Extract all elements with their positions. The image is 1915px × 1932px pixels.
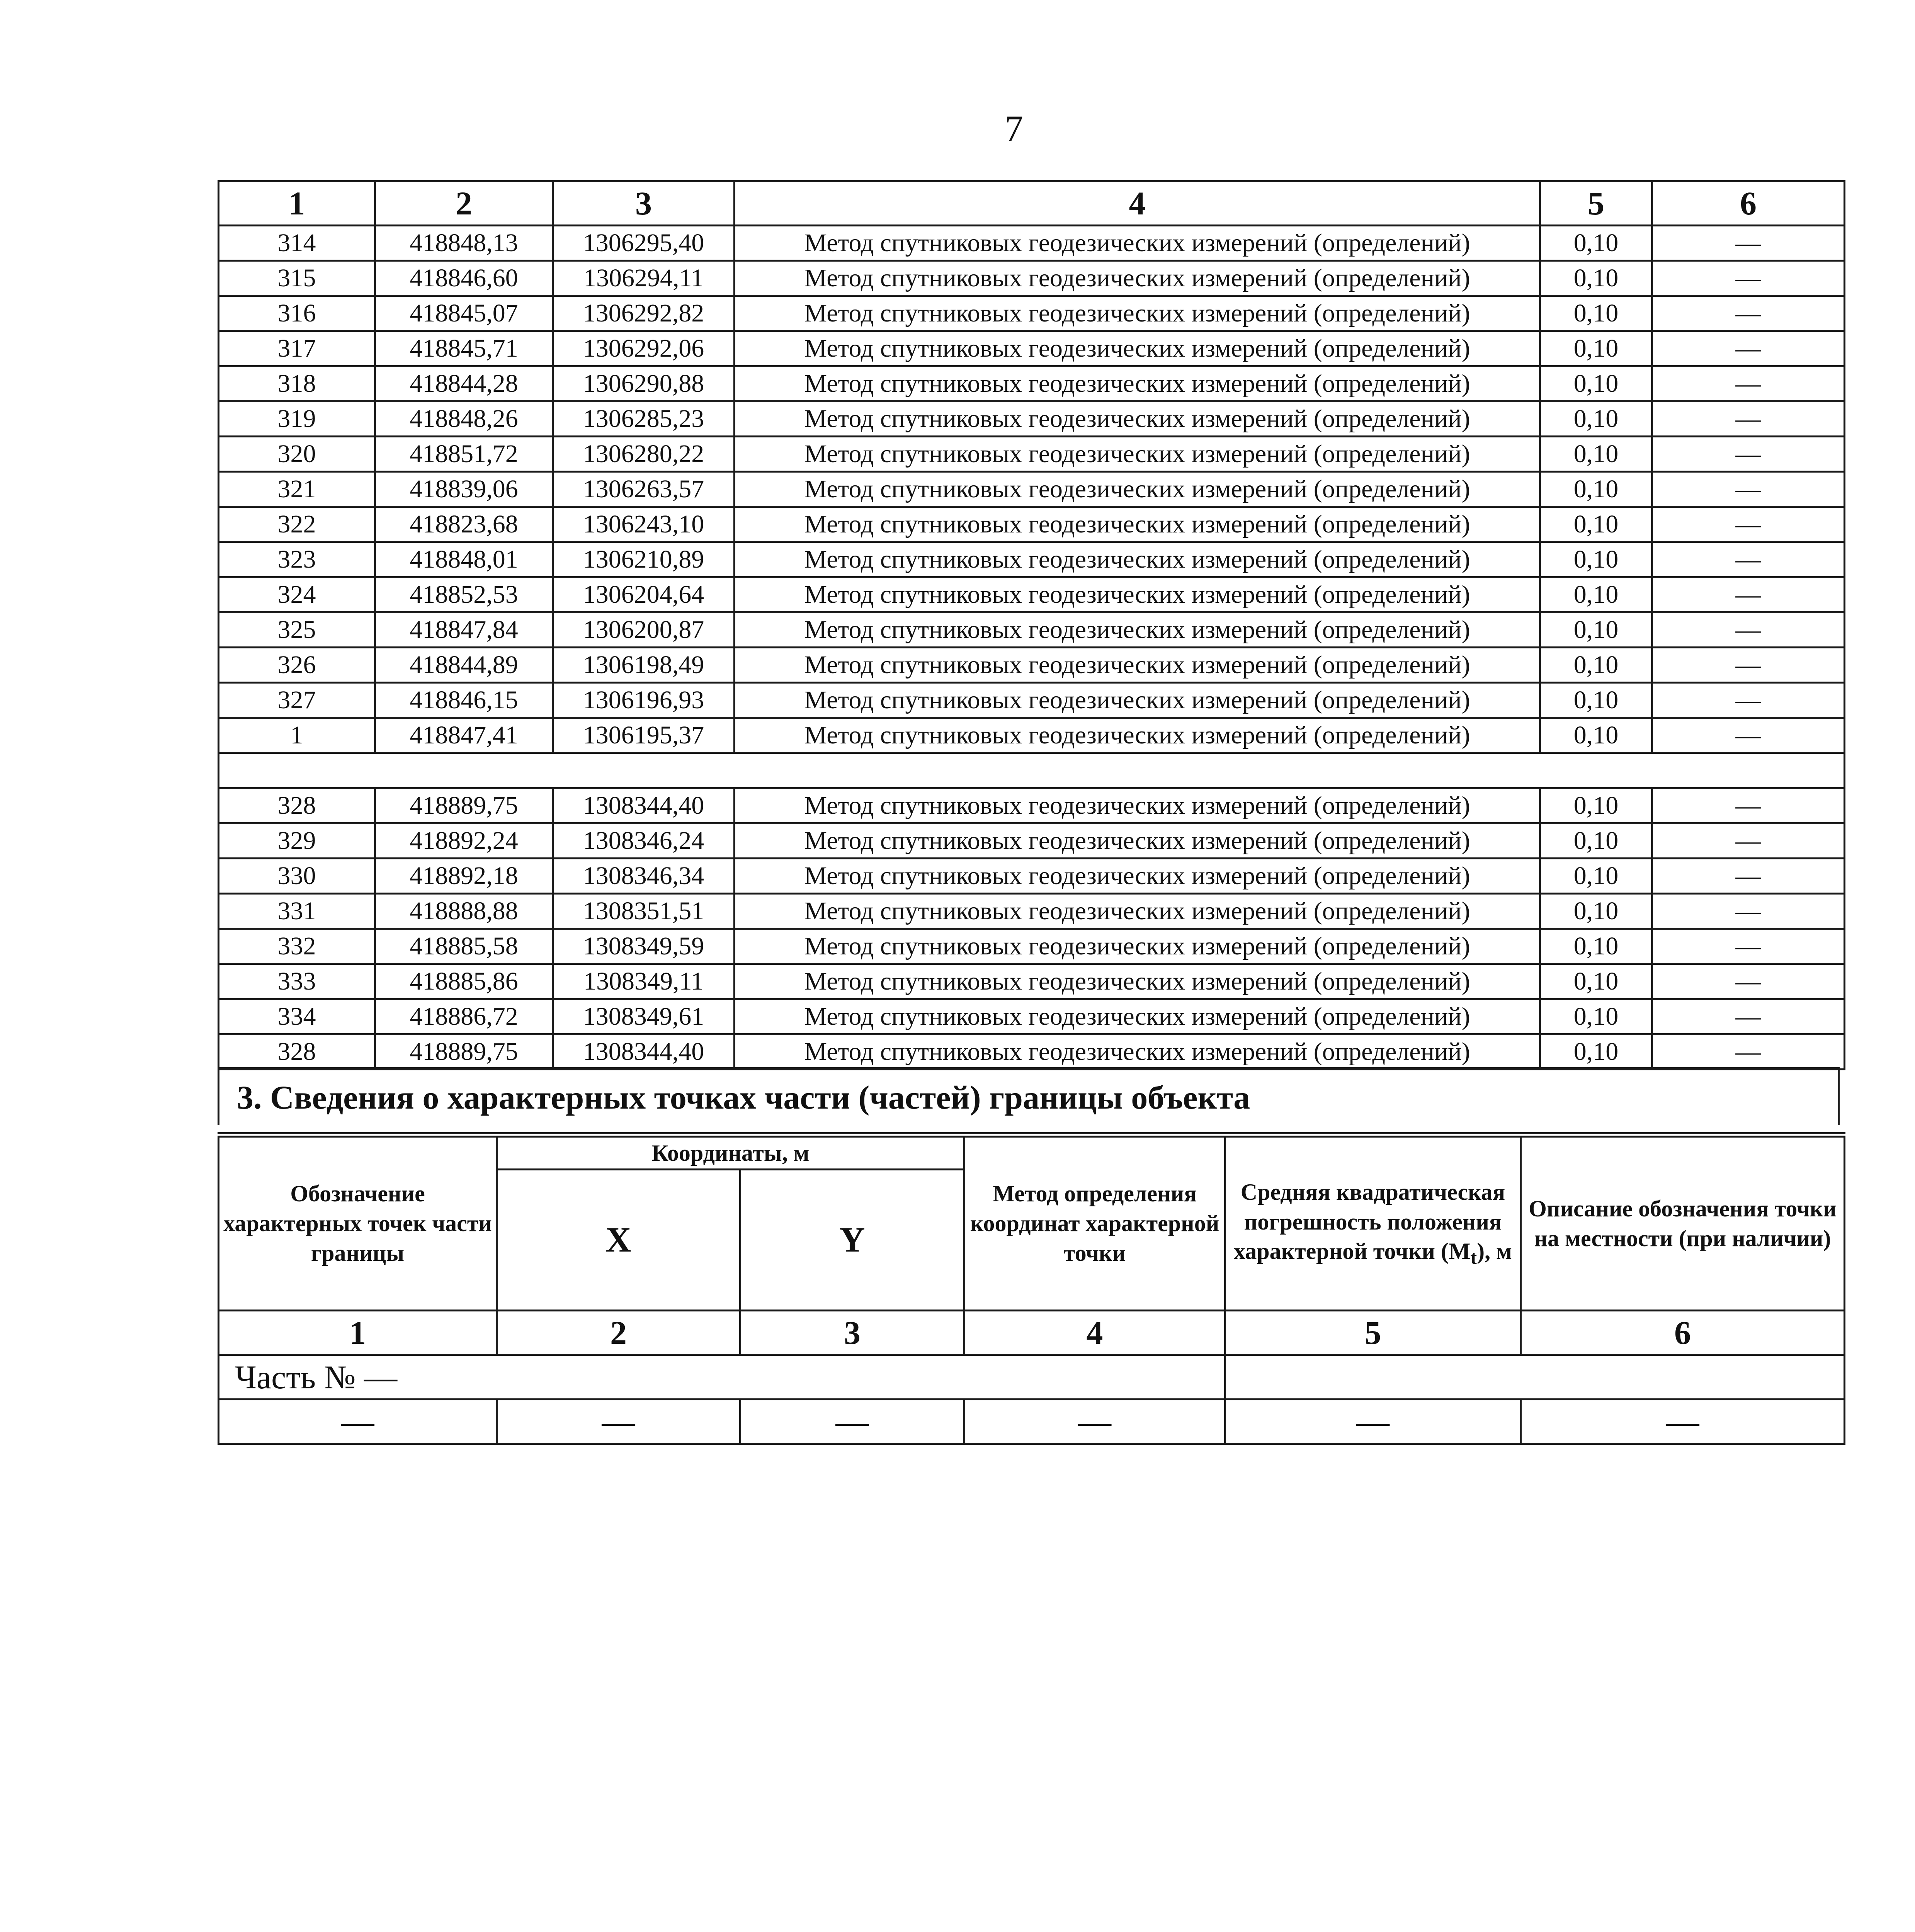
x-coordinate-cell: 418885,58 <box>375 929 553 964</box>
error-cell: 0,10 <box>1540 648 1652 683</box>
table-row <box>219 648 1845 683</box>
error-cell: 0,10 <box>1540 437 1652 472</box>
method-cell: Метод спутниковых геодезических измерений (определений) <box>735 577 1540 612</box>
method-cell: Метод спутниковых геодезических измерений (определений) <box>735 472 1540 507</box>
point-number-cell: 316 <box>219 296 375 331</box>
description-cell: — <box>1652 612 1845 648</box>
point-number-cell: 329 <box>219 823 375 859</box>
description-cell: — <box>1652 718 1845 753</box>
error-cell: 0,10 <box>1540 683 1652 718</box>
parts-header-row-1 <box>219 1135 1845 1170</box>
point-number-cell: 322 <box>219 507 375 542</box>
method-cell: Метод спутниковых геодезических измерений (определений) <box>735 437 1540 472</box>
x-coordinate-cell: 418844,28 <box>375 366 553 401</box>
y-coordinate-cell: 1308344,40 <box>553 788 735 823</box>
dash-cell-2: — <box>497 1400 740 1444</box>
point-number-cell: 327 <box>219 683 375 718</box>
col-header-6: 6 <box>1652 181 1845 226</box>
y-coordinate-cell: 1306295,40 <box>553 226 735 261</box>
point-number-cell: 320 <box>219 437 375 472</box>
method-cell: Метод спутниковых геодезических измерений (определений) <box>735 261 1540 296</box>
col-error-sub: t <box>1470 1247 1477 1269</box>
x-coordinate-cell: 418846,15 <box>375 683 553 718</box>
method-cell: Метод спутниковых геодезических измерений (определений) <box>735 999 1540 1034</box>
description-cell: — <box>1652 894 1845 929</box>
error-cell: 0,10 <box>1540 366 1652 401</box>
error-cell: 0,10 <box>1540 999 1652 1034</box>
x-coordinate-cell: 418847,41 <box>375 718 553 753</box>
table-row <box>219 718 1845 753</box>
y-coordinate-cell: 1306292,82 <box>553 296 735 331</box>
x-coordinate-cell: 418852,53 <box>375 577 553 612</box>
table-row <box>219 296 1845 331</box>
table-row <box>219 507 1845 542</box>
parts-num-6: 6 <box>1521 1311 1845 1355</box>
method-cell: Метод спутниковых геодезических измерений (определений) <box>735 542 1540 577</box>
table-row <box>219 226 1845 261</box>
x-coordinate-cell: 418851,72 <box>375 437 553 472</box>
point-number-cell: 325 <box>219 612 375 648</box>
method-cell: Метод спутниковых геодезических измерений (определений) <box>735 366 1540 401</box>
method-cell: Метод спутниковых геодезических измерений (определений) <box>735 331 1540 366</box>
coordinates-table <box>218 180 1845 1070</box>
error-cell: 0,10 <box>1540 929 1652 964</box>
x-coordinate-cell: 418848,01 <box>375 542 553 577</box>
section-3-title: 3. Сведения о характерных точках части (частей) границы объекта <box>237 1079 1250 1116</box>
x-coordinate-cell: 418889,75 <box>375 1034 553 1070</box>
x-coordinate-cell: 418844,89 <box>375 648 553 683</box>
method-cell: Метод спутниковых геодезических измерений (определений) <box>735 859 1540 894</box>
description-cell: — <box>1652 577 1845 612</box>
error-cell: 0,10 <box>1540 296 1652 331</box>
method-cell: Метод спутниковых геодезических измерений (определений) <box>735 964 1540 999</box>
point-number-cell: 321 <box>219 472 375 507</box>
description-cell: — <box>1652 542 1845 577</box>
table-row <box>219 823 1845 859</box>
error-cell: 0,10 <box>1540 1034 1652 1070</box>
error-cell: 0,10 <box>1540 226 1652 261</box>
method-cell: Метод спутниковых геодезических измерений (определений) <box>735 894 1540 929</box>
error-cell: 0,10 <box>1540 859 1652 894</box>
y-coordinate-cell: 1308346,24 <box>553 823 735 859</box>
parts-number-row <box>219 1311 1845 1355</box>
table-row <box>219 261 1845 296</box>
separator-cell <box>219 753 1845 788</box>
x-coordinate-cell: 418839,06 <box>375 472 553 507</box>
point-number-cell: 317 <box>219 331 375 366</box>
point-number-cell: 323 <box>219 542 375 577</box>
part-label-row <box>219 1355 1845 1400</box>
x-coordinate-cell: 418848,26 <box>375 401 553 437</box>
point-number-cell: 333 <box>219 964 375 999</box>
y-coordinate-cell: 1308349,11 <box>553 964 735 999</box>
y-coordinate-cell: 1306294,11 <box>553 261 735 296</box>
col-error-prefix: Средняя квадратическая погрешность положения характерной точки (M <box>1234 1179 1505 1264</box>
description-cell: — <box>1652 366 1845 401</box>
col-description: Описание обозначения точки на местности (при наличии) <box>1521 1135 1845 1311</box>
x-coordinate-cell: 418823,68 <box>375 507 553 542</box>
error-cell: 0,10 <box>1540 894 1652 929</box>
col-coordinates: Координаты, м <box>497 1135 964 1170</box>
x-coordinate-cell: 418892,24 <box>375 823 553 859</box>
point-number-cell: 318 <box>219 366 375 401</box>
method-cell: Метод спутниковых геодезических измерений (определений) <box>735 226 1540 261</box>
dash-cell-6: — <box>1521 1400 1845 1444</box>
table-row <box>219 894 1845 929</box>
method-cell: Метод спутниковых геодезических измерений (определений) <box>735 1034 1540 1070</box>
table-row <box>219 788 1845 823</box>
x-coordinate-cell: 418846,60 <box>375 261 553 296</box>
error-cell: 0,10 <box>1540 823 1652 859</box>
description-cell: — <box>1652 788 1845 823</box>
point-number-cell: 330 <box>219 859 375 894</box>
description-cell: — <box>1652 823 1845 859</box>
description-cell: — <box>1652 648 1845 683</box>
description-cell: — <box>1652 1034 1845 1070</box>
parts-num-5: 5 <box>1225 1311 1521 1355</box>
y-coordinate-cell: 1306204,64 <box>553 577 735 612</box>
dash-cell-5: — <box>1225 1400 1521 1444</box>
method-cell: Метод спутниковых геодезических измерений (определений) <box>735 718 1540 753</box>
col-method: Метод определения координат характерной точки <box>964 1135 1225 1311</box>
description-cell: — <box>1652 999 1845 1034</box>
dash-cell-4: — <box>964 1400 1225 1444</box>
description-cell: — <box>1652 261 1845 296</box>
col-header-5: 5 <box>1540 181 1652 226</box>
method-cell: Метод спутниковых геодезических измерений (определений) <box>735 823 1540 859</box>
table-row <box>219 437 1845 472</box>
point-number-cell: 1 <box>219 718 375 753</box>
error-cell: 0,10 <box>1540 612 1652 648</box>
y-coordinate-cell: 1308344,40 <box>553 1034 735 1070</box>
point-number-cell: 334 <box>219 999 375 1034</box>
error-cell: 0,10 <box>1540 718 1652 753</box>
x-coordinate-cell: 418885,86 <box>375 964 553 999</box>
error-cell: 0,10 <box>1540 788 1652 823</box>
y-coordinate-cell: 1306196,93 <box>553 683 735 718</box>
description-cell: — <box>1652 929 1845 964</box>
description-cell: — <box>1652 401 1845 437</box>
method-cell: Метод спутниковых геодезических измерений (определений) <box>735 401 1540 437</box>
col-y: Y <box>740 1170 964 1311</box>
section-3-title-box <box>218 1067 1840 1125</box>
col-header-1: 1 <box>219 181 375 226</box>
part-label: Часть № — <box>219 1355 1225 1400</box>
point-number-cell: 332 <box>219 929 375 964</box>
y-coordinate-cell: 1308351,51 <box>553 894 735 929</box>
part-label-empty <box>1225 1355 1845 1400</box>
error-cell: 0,10 <box>1540 472 1652 507</box>
parts-num-3: 3 <box>740 1311 964 1355</box>
x-coordinate-cell: 418889,75 <box>375 788 553 823</box>
y-coordinate-cell: 1306243,10 <box>553 507 735 542</box>
col-header-4: 4 <box>735 181 1540 226</box>
part-dash-row <box>219 1400 1845 1444</box>
point-number-cell: 326 <box>219 648 375 683</box>
table-header-row <box>219 181 1845 226</box>
table-row <box>219 401 1845 437</box>
parts-num-1: 1 <box>219 1311 497 1355</box>
y-coordinate-cell: 1306198,49 <box>553 648 735 683</box>
point-number-cell: 331 <box>219 894 375 929</box>
y-coordinate-cell: 1306292,06 <box>553 331 735 366</box>
x-coordinate-cell: 418845,71 <box>375 331 553 366</box>
x-coordinate-cell: 418892,18 <box>375 859 553 894</box>
y-coordinate-cell: 1306210,89 <box>553 542 735 577</box>
part-points-table <box>218 1132 1845 1445</box>
parts-num-4: 4 <box>964 1311 1225 1355</box>
table-row <box>219 964 1845 999</box>
x-coordinate-cell: 418847,84 <box>375 612 553 648</box>
y-coordinate-cell: 1308349,59 <box>553 929 735 964</box>
contour-1-rows <box>219 226 1845 753</box>
table-row <box>219 929 1845 964</box>
description-cell: — <box>1652 437 1845 472</box>
point-number-cell: 328 <box>219 788 375 823</box>
y-coordinate-cell: 1306200,87 <box>553 612 735 648</box>
description-cell: — <box>1652 331 1845 366</box>
col-designation: Обозначение характерных точек части границы <box>219 1135 497 1311</box>
method-cell: Метод спутниковых геодезических измерений (определений) <box>735 648 1540 683</box>
dash-cell-3: — <box>740 1400 964 1444</box>
method-cell: Метод спутниковых геодезических измерений (определений) <box>735 296 1540 331</box>
method-cell: Метод спутниковых геодезических измерений (определений) <box>735 683 1540 718</box>
x-coordinate-cell: 418848,13 <box>375 226 553 261</box>
point-number-cell: 314 <box>219 226 375 261</box>
method-cell: Метод спутниковых геодезических измерений (определений) <box>735 612 1540 648</box>
description-cell: — <box>1652 472 1845 507</box>
table-row <box>219 577 1845 612</box>
description-cell: — <box>1652 296 1845 331</box>
description-cell: — <box>1652 226 1845 261</box>
y-coordinate-cell: 1308346,34 <box>553 859 735 894</box>
y-coordinate-cell: 1306290,88 <box>553 366 735 401</box>
error-cell: 0,10 <box>1540 507 1652 542</box>
parts-num-2: 2 <box>497 1311 740 1355</box>
error-cell: 0,10 <box>1540 542 1652 577</box>
error-cell: 0,10 <box>1540 261 1652 296</box>
y-coordinate-cell: 1306280,22 <box>553 437 735 472</box>
col-x: X <box>497 1170 740 1311</box>
y-coordinate-cell: 1306285,23 <box>553 401 735 437</box>
x-coordinate-cell: 418886,72 <box>375 999 553 1034</box>
error-cell: 0,10 <box>1540 331 1652 366</box>
point-number-cell: 319 <box>219 401 375 437</box>
error-cell: 0,10 <box>1540 577 1652 612</box>
dash-cell-1: — <box>219 1400 497 1444</box>
y-coordinate-cell: 1308349,61 <box>553 999 735 1034</box>
point-number-cell: 324 <box>219 577 375 612</box>
page-number: 7 <box>1005 108 1023 149</box>
point-number-cell: 315 <box>219 261 375 296</box>
table-row <box>219 1034 1845 1070</box>
table-row <box>219 472 1845 507</box>
point-number-cell: 328 <box>219 1034 375 1070</box>
table-row <box>219 999 1845 1034</box>
y-coordinate-cell: 1306263,57 <box>553 472 735 507</box>
table-row <box>219 331 1845 366</box>
x-coordinate-cell: 418845,07 <box>375 296 553 331</box>
description-cell: — <box>1652 683 1845 718</box>
col-error <box>1225 1135 1521 1311</box>
table-row <box>219 612 1845 648</box>
x-coordinate-cell: 418888,88 <box>375 894 553 929</box>
description-cell: — <box>1652 507 1845 542</box>
col-header-3: 3 <box>553 181 735 226</box>
contour-separator-row <box>219 753 1845 788</box>
y-coordinate-cell: 1306195,37 <box>553 718 735 753</box>
table-row <box>219 542 1845 577</box>
method-cell: Метод спутниковых геодезических измерений (определений) <box>735 929 1540 964</box>
description-cell: — <box>1652 859 1845 894</box>
table-row <box>219 366 1845 401</box>
error-cell: 0,10 <box>1540 964 1652 999</box>
table-row <box>219 683 1845 718</box>
col-error-suffix: ), м <box>1477 1238 1512 1264</box>
col-header-2: 2 <box>375 181 553 226</box>
description-cell: — <box>1652 964 1845 999</box>
error-cell: 0,10 <box>1540 401 1652 437</box>
contour-2-rows <box>219 788 1845 1070</box>
method-cell: Метод спутниковых геодезических измерений (определений) <box>735 507 1540 542</box>
table-row <box>219 859 1845 894</box>
method-cell: Метод спутниковых геодезических измерений (определений) <box>735 788 1540 823</box>
